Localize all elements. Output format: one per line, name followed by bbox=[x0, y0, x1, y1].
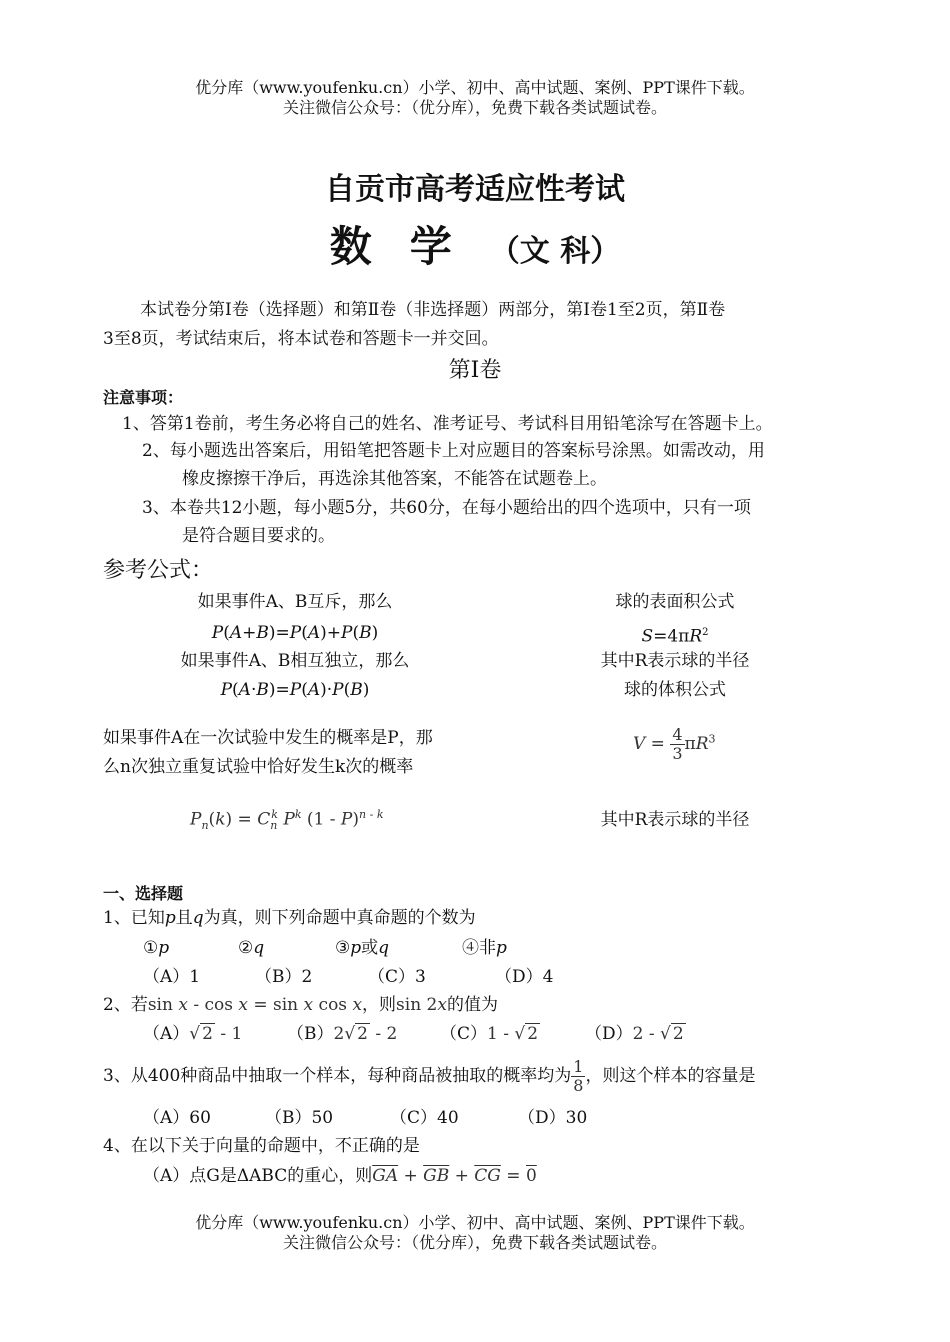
formula-r4: 球的体积公式 bbox=[624, 680, 726, 700]
formula-r1: 球的表面积公式 bbox=[615, 592, 735, 612]
intro-line-2: 3至8页，考试结束后，将本试卷和答题卡一并交回。 bbox=[103, 329, 499, 349]
intro-line-1: 本试卷分第Ⅰ卷（选择题）和第Ⅱ卷（非选择题）两部分，第Ⅰ卷1至2页，第Ⅱ卷 bbox=[140, 300, 726, 320]
q3-stem-post: ，则这个样本的容量是 bbox=[585, 1066, 756, 1086]
q2-b-label: （B） bbox=[287, 1024, 334, 1044]
q1-option-b: （B）2 bbox=[255, 967, 313, 987]
q2-stem-post: 的值为 bbox=[446, 995, 498, 1015]
q1-option-c: （C）3 bbox=[368, 967, 426, 987]
footer-line-2: 关注微信公众号：（优分库），免费下载各类试题试卷。 bbox=[282, 1233, 667, 1252]
q2-option-c: （C）1 - √ 2 bbox=[440, 1024, 539, 1044]
notice-heading: 注意事项： bbox=[103, 388, 184, 407]
q2-stem-mid: ，则 bbox=[362, 995, 397, 1015]
notice-item-2a: 2、每小题选出答案后，用铅笔把答题卡上对应题目的答案标号涂黑。如需改动，用 bbox=[142, 441, 765, 461]
formula-r6: 其中R表示球的半径 bbox=[600, 810, 750, 830]
header-line-1: 优分库（www.youfenku.cn）小学、初中、高中试题、案例、PPT课件下载。 bbox=[195, 78, 755, 97]
formula-l3: 如果事件A、B相互独立，那么 bbox=[180, 651, 410, 671]
subject-note: （文 科） bbox=[489, 234, 621, 269]
q1-option-a: （A）1 bbox=[143, 967, 201, 987]
q2-stem: 2、若sin x - cos x = sin x cos x，则sin 2x的值为 bbox=[103, 995, 498, 1015]
formula-l4: P(A·B)=P(A)·P(B) bbox=[220, 680, 370, 700]
q1-option-d: （D）4 bbox=[495, 967, 554, 987]
frac-4: 4 bbox=[672, 725, 683, 744]
footer-line-1: 优分库（www.youfenku.cn）小学、初中、高中试题、案例、PPT课件下载。 bbox=[195, 1213, 755, 1232]
notice-item-2b: 橡皮擦擦干净后，再选涂其他答案，不能答在试题卷上。 bbox=[182, 469, 607, 489]
header-line-2: 关注微信公众号：（优分库），免费下载各类试题试卷。 bbox=[282, 98, 667, 117]
q3-option-c: （C）40 bbox=[390, 1108, 459, 1128]
notice-item-1: 1、答第1卷前，考生务必将自己的姓名、准考证号、考试科目用铅笔涂写在答题卡上。 bbox=[122, 414, 773, 434]
formula-l1: 如果事件A、B互斥，那么 bbox=[197, 592, 393, 612]
q3-stem bbox=[103, 1058, 755, 1095]
frac-3: 3 bbox=[672, 744, 683, 763]
q1-s3: ③p或q bbox=[335, 938, 390, 958]
formula-r2: $S=4\pi R^2$ bbox=[641, 626, 709, 647]
notice-item-3a: 3、本卷共12小题，每小题5分，共60分，在每小题给出的四个选项中，只有一项 bbox=[142, 498, 751, 518]
q1-s2: ②q bbox=[238, 938, 265, 958]
formula-binomial: $P_n(k) = C_n^k$ $P^k$ (1 - P)$^{n - k}$ bbox=[190, 808, 384, 833]
q3-frac-num: 1 bbox=[573, 1057, 584, 1076]
q3-frac-den: 8 bbox=[573, 1076, 584, 1095]
subject-name: 数学 bbox=[329, 222, 490, 271]
q3-option-a: （A）60 bbox=[143, 1108, 211, 1128]
q1-s4: ④非p bbox=[462, 938, 507, 958]
q3-option-d: （D）30 bbox=[518, 1108, 588, 1128]
formula-l2: P(A+B)=P(A)+P(B) bbox=[211, 623, 379, 643]
formula-r5: V = $\frac{4}{3}$ $\pi R^3$ bbox=[633, 725, 716, 763]
q1-s1: ①p bbox=[143, 938, 170, 958]
formula-l5: 如果事件A在一次试验中发生的概率是P，那 bbox=[103, 728, 433, 748]
q2-d-label: （D） bbox=[585, 1024, 633, 1044]
q2-option-d: （D）2 - √ 2 bbox=[585, 1024, 684, 1044]
q2-stem-pre: 2、若 bbox=[103, 995, 148, 1015]
q2-a-label: （A） bbox=[143, 1024, 190, 1044]
section-title: 第Ⅰ卷 bbox=[448, 358, 502, 383]
formula-heading: 参考公式： bbox=[103, 558, 214, 583]
formula-l6: 么n次独立重复试验中恰好发生k次的概率 bbox=[103, 757, 414, 777]
q2-c-label: （C） bbox=[440, 1024, 488, 1044]
q3-stem-pre: 3、从400种商品中抽取一个样本，每种商品被抽取的概率均为 bbox=[103, 1066, 572, 1086]
q2-option-a: （A）√ 2 - 1 bbox=[143, 1024, 243, 1044]
exam-title: 自贡市高考适应性考试 bbox=[325, 172, 625, 207]
subject-title bbox=[0, 214, 950, 274]
formula-r3: 其中R表示球的半径 bbox=[600, 651, 750, 671]
q2-option-b: （B）2√ 2 - 2 bbox=[287, 1024, 398, 1044]
q4-stem: 4、在以下关于向量的命题中，不正确的是 bbox=[103, 1136, 420, 1156]
q4-a-pre: （A）点G是ΔABC的重心，则 bbox=[143, 1166, 373, 1186]
notice-item-3b: 是符合题目要求的。 bbox=[182, 526, 335, 546]
q4-option-a: （A）点G是ΔABC的重心，则$\overline{GA} + \overline{GB} + \overline{CG} = 0$ bbox=[143, 1166, 537, 1186]
q1-stem: 1、已知p且q为真，则下列命题中真命题的个数为 bbox=[103, 908, 476, 928]
part1-heading: 一、选择题 bbox=[103, 884, 184, 903]
q3-option-b: （B）50 bbox=[265, 1108, 334, 1128]
